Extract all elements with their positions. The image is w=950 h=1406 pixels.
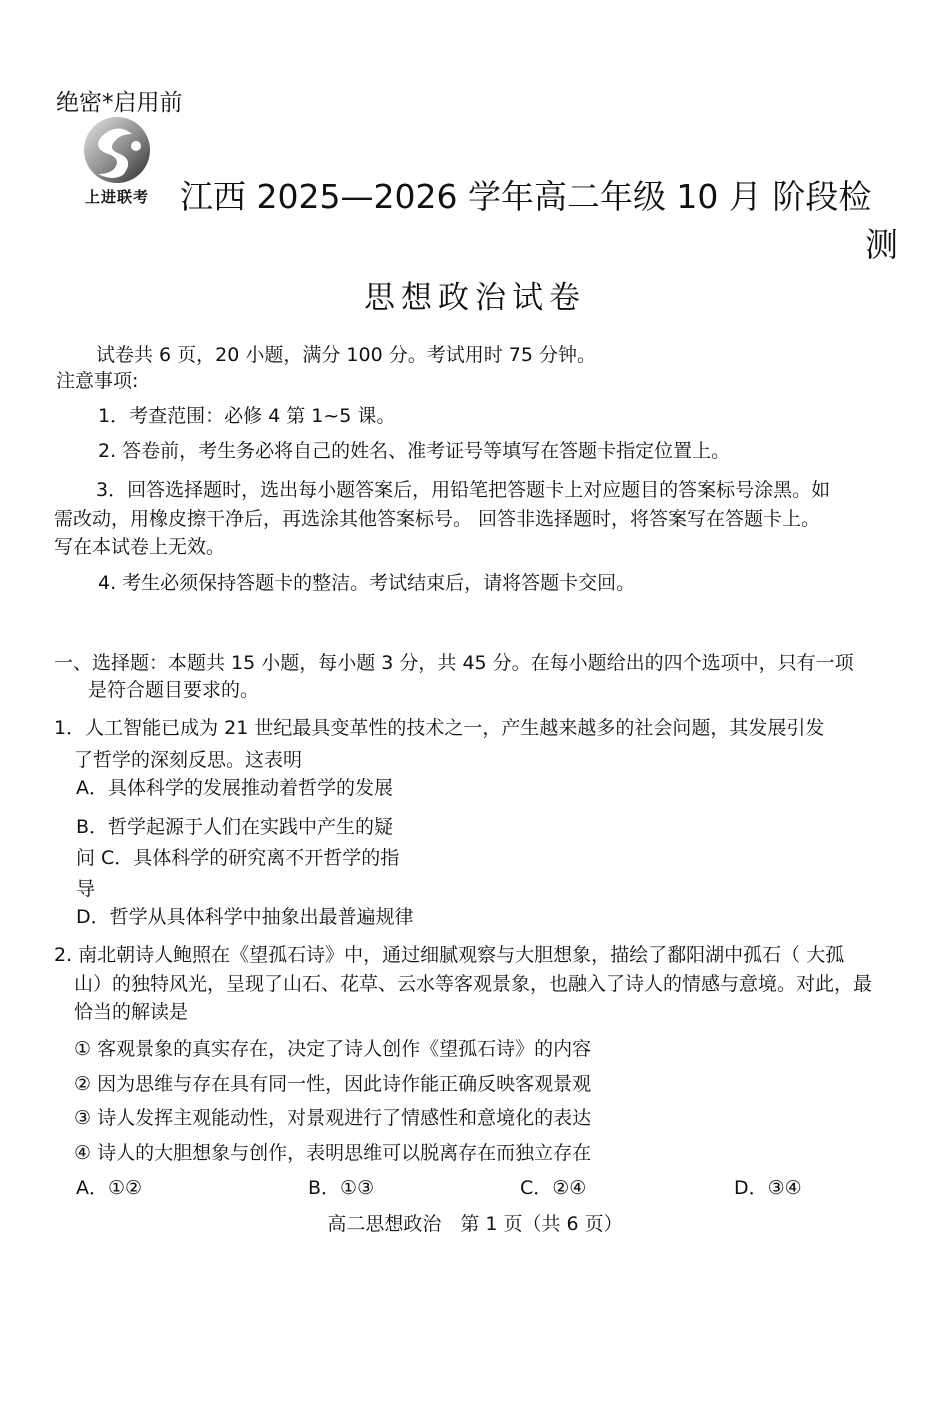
question-1-option-c: 问 C．具体科学的研究离不开哲学的指: [76, 847, 400, 869]
question-2-stem-cont1: 山）的独特风光，呈现了山石、花草、云水等客观景象，也融入了诗人的情感与意境。对此，最: [74, 973, 873, 995]
section-heading: 一、选择题：本题共 15 小题，每小题 3 分，共 45 分。在每小题给出的四个选项中，只有一项: [54, 652, 854, 674]
logo-text: 上进联考: [84, 188, 149, 206]
exam-logo: [74, 116, 160, 212]
notice-item-3: 3．回答选择题时，选出每小题答案后，用铅笔把答题卡上对应题目的答案标号涂黑。如: [96, 479, 831, 501]
question-1-option-d: D．哲学从具体科学中抽象出最普遍规律: [76, 906, 414, 928]
question-2-choice-b: B．①③: [308, 1177, 375, 1199]
page-footer: 高二思想政治 第 1 页（共 6 页）: [327, 1213, 623, 1235]
notice-item-4: 4. 考生必须保持答题卡的整洁。考试结束后，请将答题卡交回。: [98, 572, 636, 594]
exam-title-line1: 江西 2025—2026 学年高二年级 10 月 阶段检: [180, 177, 872, 216]
exam-subject-title: 思想政治试卷: [364, 280, 586, 316]
question-1-option-a: A．具体科学的发展推动着哲学的发展: [76, 777, 393, 799]
notice-item-1: 1．考查范围：必修 4 第 1~5 课。: [98, 405, 396, 427]
notice-item-3-cont2: 写在本试卷上无效。: [54, 536, 226, 558]
exam-summary: 试卷共 6 页，20 小题，满分 100 分。考试用时 75 分钟。: [96, 344, 596, 366]
question-1-stem-cont: 了哲学的深刻反思。这表明: [74, 749, 303, 771]
question-1-option-c-cont: 导: [76, 878, 96, 900]
question-1-stem: 1．人工智能已成为 21 世纪最具变革性的技术之一，产生越来越多的社会问题，其发展引发: [54, 717, 825, 739]
question-2-stem-cont2: 恰当的解读是: [74, 1001, 189, 1023]
question-2-item-4: ④ 诗人的大胆想象与创作，表明思维可以脱离存在而独立存在: [74, 1142, 592, 1164]
question-2-item-1: ① 客观景象的真实存在，决定了诗人创作《望孤石诗》的内容: [74, 1038, 592, 1060]
notice-label: 注意事项:: [56, 370, 139, 392]
notice-item-2: 2. 答卷前，考生务必将自己的姓名、准考证号等填写在答题卡指定位置上。: [98, 440, 731, 462]
question-1-option-b: B．哲学起源于人们在实践中产生的疑: [76, 816, 394, 838]
confidential-label: 绝密*启用前: [56, 90, 183, 116]
question-2-stem: 2. 南北朝诗人鲍照在《望孤石诗》中，通过细腻观察与大胆想象，描绘了鄱阳湖中孤石（ 大孤: [54, 944, 845, 966]
exam-title-line2: 测: [865, 225, 898, 264]
section-heading-cont: 是符合题目要求的。: [88, 679, 260, 701]
question-2-choice-d: D．③④: [734, 1177, 802, 1199]
question-2-choice-c: C．②④: [520, 1177, 587, 1199]
logo-emblem-icon: [74, 116, 160, 186]
question-2-item-3: ③ 诗人发挥主观能动性，对景观进行了情感性和意境化的表达: [74, 1107, 592, 1129]
question-2-item-2: ② 因为思维与存在具有同一性，因此诗作能正确反映客观景观: [74, 1073, 592, 1095]
question-2-choice-a: A．①②: [76, 1177, 143, 1199]
notice-item-3-cont1: 需改动，用橡皮擦干净后，再选涂其他答案标号。 回答非选择题时，将答案写在答题卡上。: [54, 508, 821, 530]
